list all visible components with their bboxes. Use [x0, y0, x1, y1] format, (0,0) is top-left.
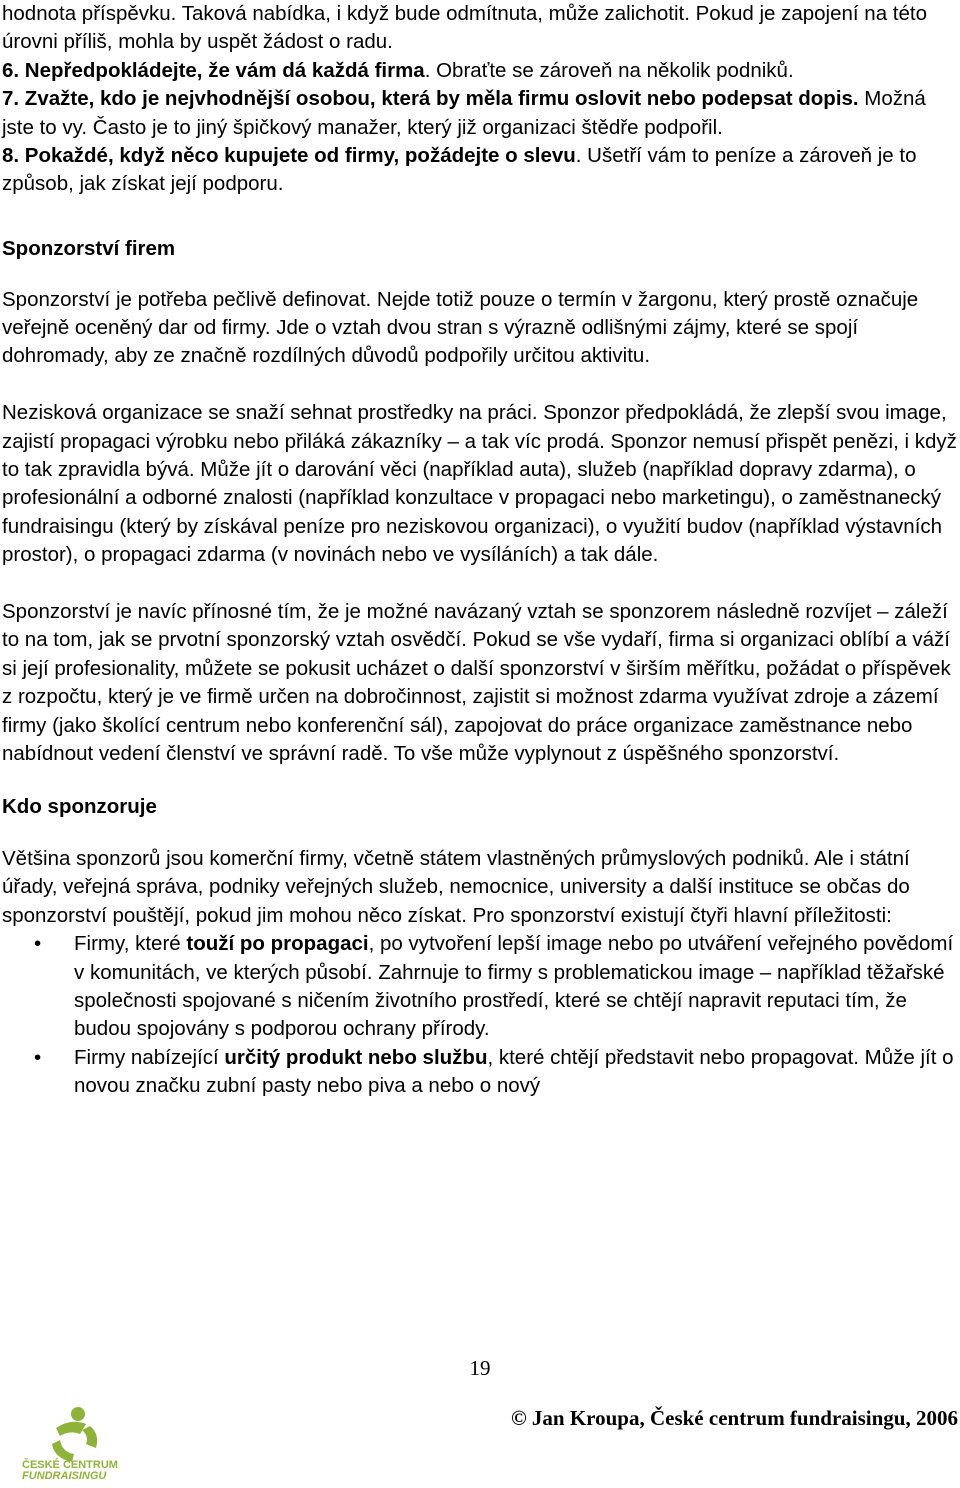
bullet-icon: • [34, 1045, 42, 1069]
tip-8-title: 8. Pokaždé, když něco kupujete od firmy, požádejte o slevu [2, 144, 576, 168]
document-body [2, 0, 958, 1101]
list-item [2, 1044, 958, 1101]
list-item-text: , které chtějí představit nebo propagovat. Může jít o novou značku zubní pasty nebo piva a nebo o nový [74, 1045, 954, 1098]
list-item-emphasis: touží po propagaci [186, 932, 369, 956]
section-heading-kdo-sponzoruje: Kdo sponzoruje [2, 794, 157, 818]
intro-paragraph: hodnota příspěvku. Taková nabídka, i když bude odmítnuta, může zalichotit. Pokud je zapojení na této úrovni příliš, mohla by uspět žádost o radu. [2, 2, 927, 54]
tip-7 [2, 85, 958, 142]
bullet-icon: • [34, 932, 42, 956]
tip-6-title: 6. Nepředpokládejte, že vám dá každá firma [2, 58, 425, 82]
svg-text:FUNDRAISINGU: FUNDRAISINGU [22, 1470, 107, 1480]
page-number: 19 [469, 1356, 491, 1380]
logo-mark-icon [16, 1400, 146, 1480]
paragraph: Nezisková organizace se snaží sehnat prostředky na práci. Sponzor předpokládá, že zlepší svou image, zajistí propagaci výrobku nebo přiláká zákazníky – a tak víc prodá. Sponzor nemusí přispět penězi, i když to tak zpravidla bývá. Může jít o darování věci (například auta), služeb (například dopravy zdarma), o profesionální a odborné znalosti (například konzultace v propagaci nebo marketingu), o zaměstnanecký fundraisingu (který by získával peníze pro neziskovou organizaci), o využití budov (například výstavních prostor), o propagaci zdarma (v novinách nebo ve vysíláních) a tak dále. [2, 401, 957, 567]
tip-7-title: 7. Zvažte, kdo je nejvhodnější osobou, která by měla firmu oslovit nebo podepsat dopis. [2, 87, 859, 111]
paragraph: Většina sponzorů jsou komerční firmy, včetně státem vlastněných průmyslových podniků. Ale i státní úřady, veřejná správa, podniky veřejných služeb, nemocnice, university a další instituce se občas do sponzorství pouštějí, pokud jim mohou něco získat. Pro sponzorství existují čtyři hlavní příležitosti: [2, 846, 910, 927]
copyright-notice: © Jan Kroupa, České centrum fundraisingu, 2006 [510, 1406, 958, 1430]
paragraph: Sponzorství je potřeba pečlivě definovat. Nejde totiž pouze o termín v žargonu, který prostě označuje veřejně oceněný dar od firmy. Jde o vztah dvou stran s výrazně odlišnými zájmy, které se spojí dohromady, aby ze značně rozdílných důvodů podpořily určitou aktivitu. [2, 287, 919, 368]
tip-6-text: . Obraťte se zároveň na několik podniků. [424, 58, 794, 82]
tip-7-text: Možná jste to vy. Často je to jiný špičkový manažer, který již organizaci štědře podpořil. [2, 87, 926, 139]
list-item-text: , po vytvoření lepší image nebo po utváření veřejného povědomí v komunitách, ve kterých působí. Zahrnuje to firmy s problematickou image – například těžařské společnosti spojované s ničením životního prostředí, které se chtějí napravit reputaci tím, že budou spojovány s podporou ochrany přírody. [74, 932, 954, 1041]
list-item-text: Firmy, které [74, 932, 187, 956]
section-heading-sponzorstvi-firem: Sponzorství firem [2, 237, 176, 261]
tip-8-text: . Ušetří vám to peníze a zároveň je to způsob, jak získat její podporu. [2, 144, 917, 196]
tip-6 [2, 57, 958, 85]
opportunities-list [2, 930, 958, 1100]
list-item-text: Firmy nabízející [74, 1045, 225, 1069]
svg-text:ČESKÉ CENTRUM: ČESKÉ CENTRUM [22, 1459, 118, 1471]
organization-logo [16, 1400, 146, 1480]
list-item [2, 930, 958, 1044]
list-item-emphasis: určitý produkt nebo službu [224, 1045, 488, 1069]
tip-8 [2, 142, 958, 199]
paragraph: Sponzorství je navíc přínosné tím, že je možné navázaný vztah se sponzorem následně rozvíjet – záleží to na tom, jak se prvotní sponzorský vztah osvědčí. Pokud se vše vydaří, firma si organizaci oblíbí a váží si její profesionality, můžete se pokusit ucházet o další sponzorství v širším měřítku, požádat o příspěvek z rozpočtu, který je ve firmě určen na dobročinnost, zajistit si možnost zdarma využívat zdroje a zázemí firmy (jako školící centrum nebo konferenční sál), zapojovat do práce organizace zaměstnance nebo nabídnout vedení členství ve správní radě. To vše může vyplynout z úspěšného sponzorství. [2, 600, 951, 766]
